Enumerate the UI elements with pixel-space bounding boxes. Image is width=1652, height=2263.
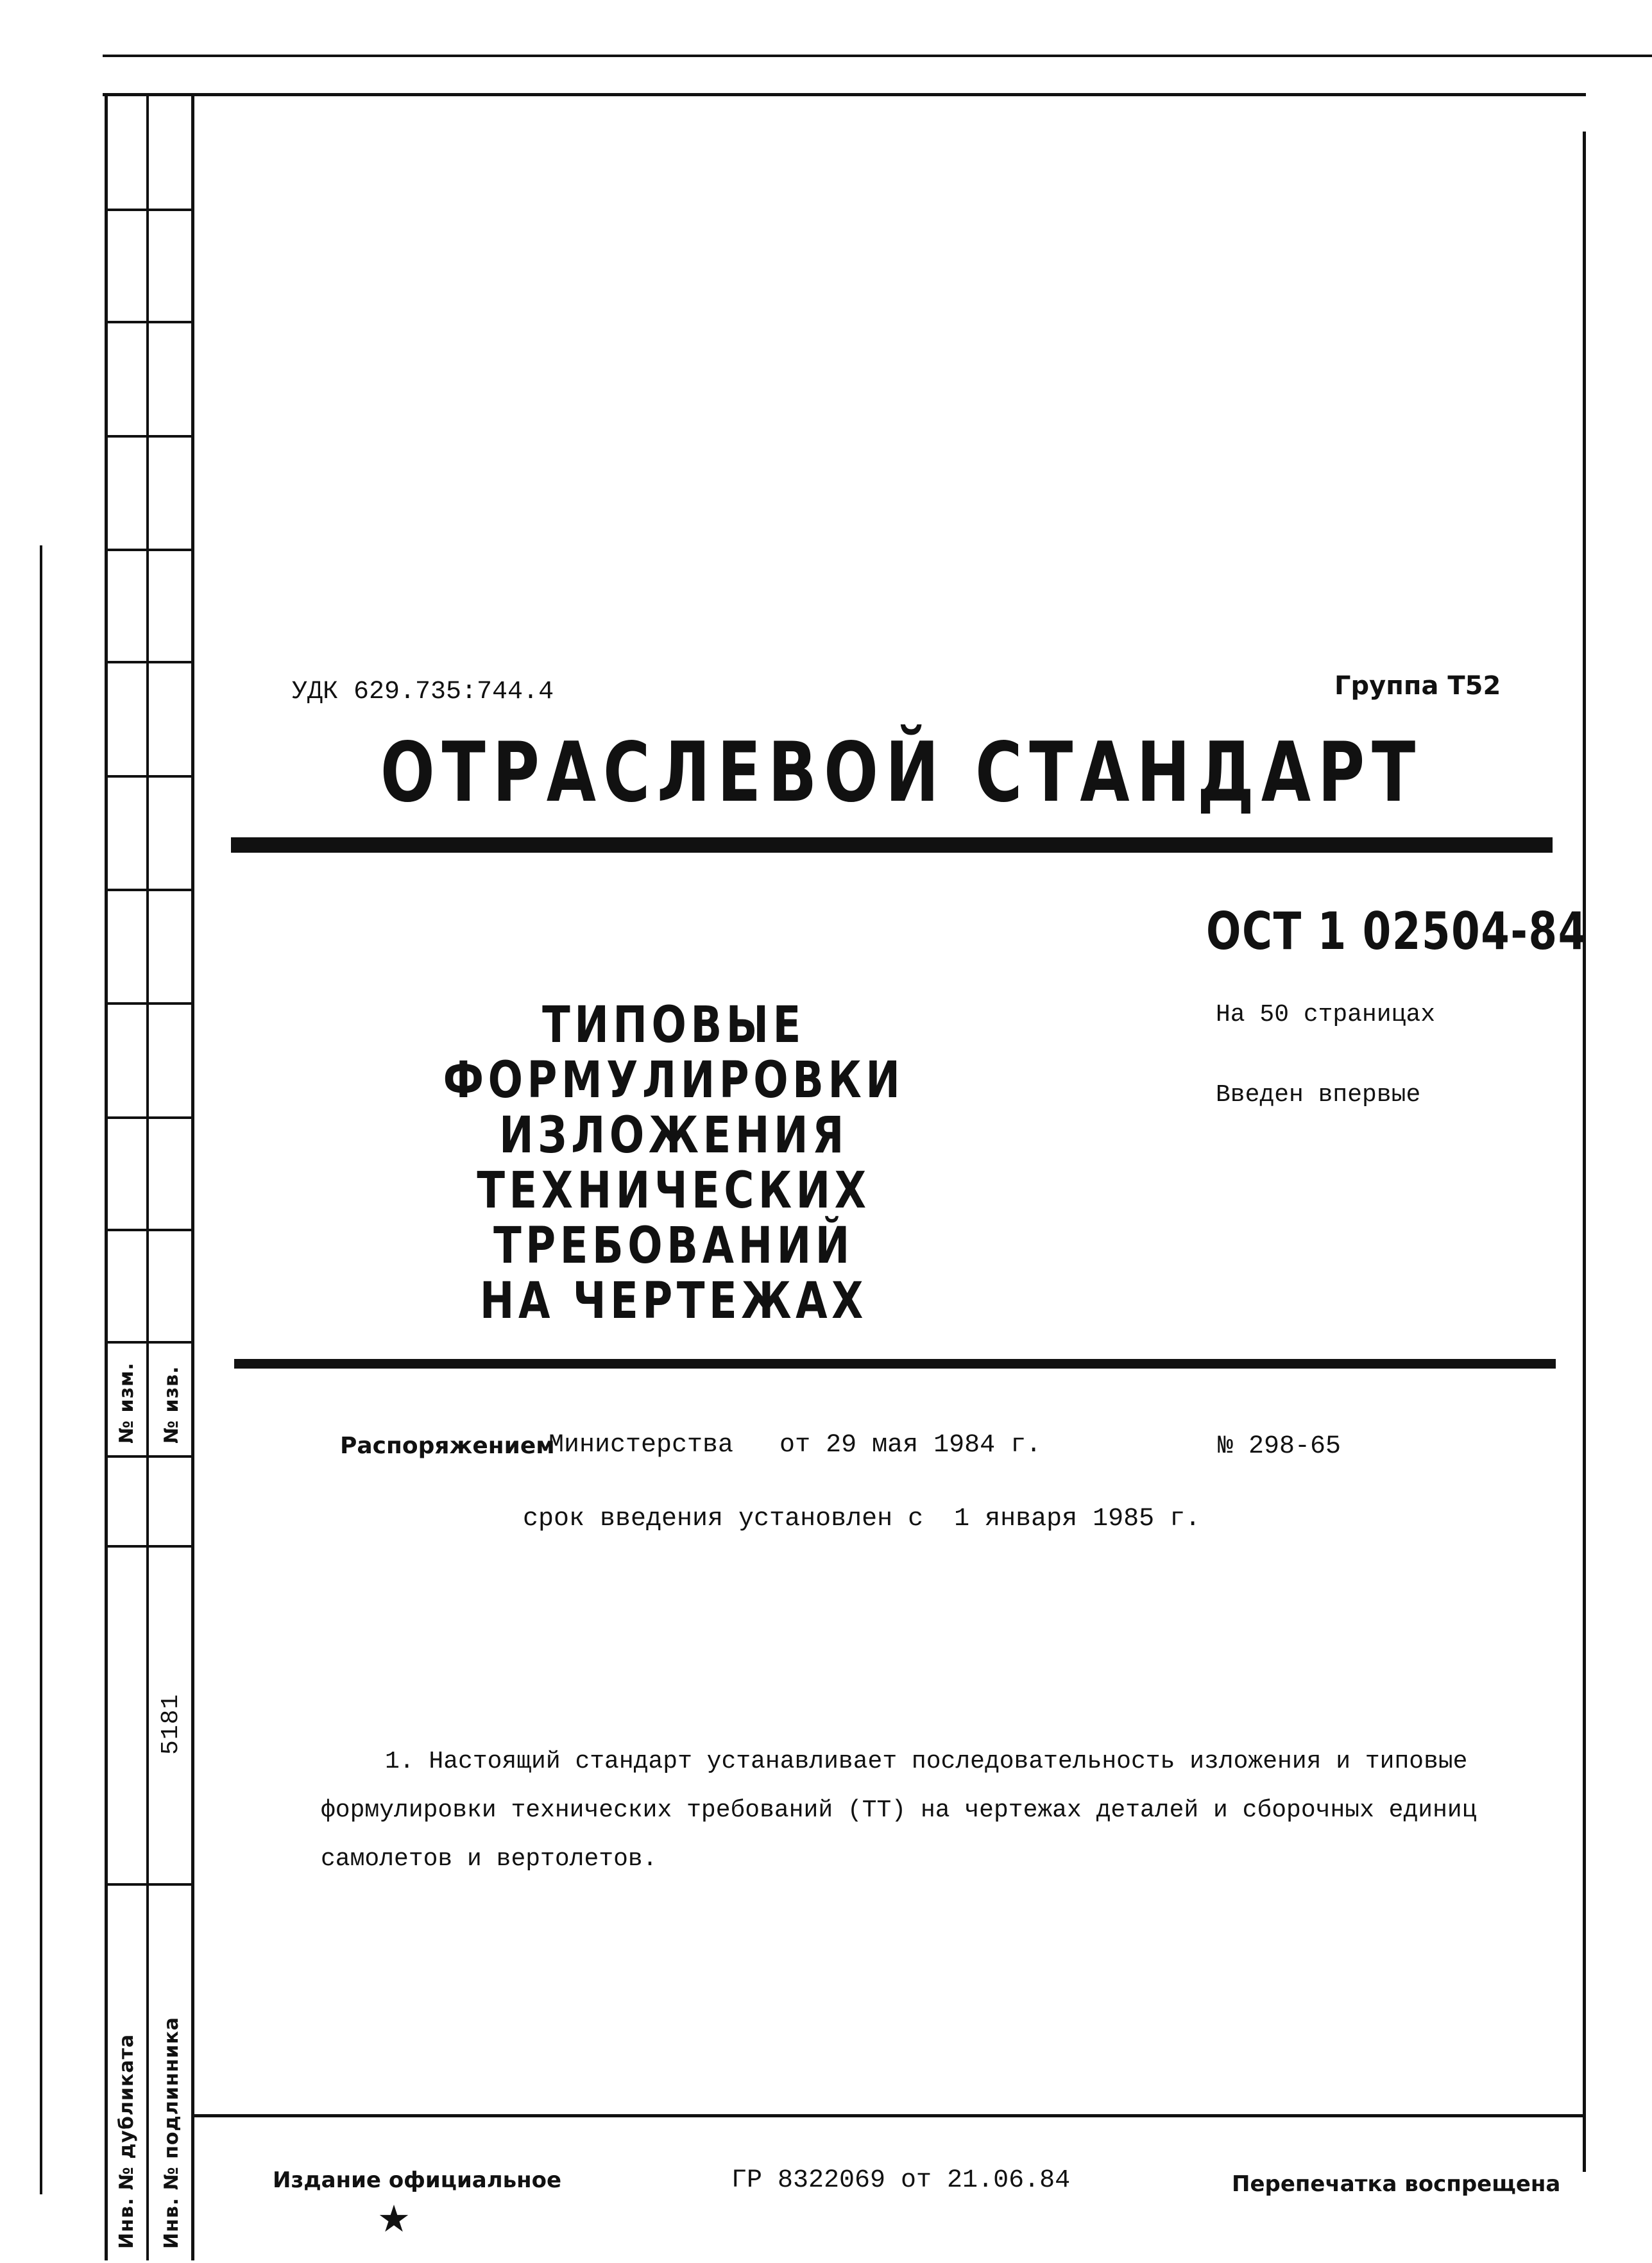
frame-top-border — [103, 93, 1586, 96]
page-title: ОТРАСЛЕВОЙ СТАНДАРТ — [380, 725, 1423, 821]
stamp-row-line — [106, 889, 193, 891]
reprint-prohibited-label: Перепечатка воспрещена — [1232, 2171, 1561, 2197]
change-number-label: № изм. — [115, 1362, 138, 1444]
top-rule — [103, 55, 1652, 57]
standard-number: ОСТ 1 02504-84 — [1206, 901, 1588, 961]
registration-number: ГР 8322069 от 21.06.84 — [731, 2166, 1071, 2195]
notice-number-label: № изв. — [160, 1365, 183, 1444]
frame-right-border — [1583, 132, 1586, 2172]
intro-note: Введен впервые — [1216, 1081, 1421, 1109]
effective-date: срок введения установлен с 1 января 1985 г. — [523, 1505, 1201, 1533]
official-edition-label: Издание официальное — [273, 2167, 562, 2193]
stamp-row-line — [106, 1545, 193, 1548]
document-title-line-1: ТИПОВЫЕ ФОРМУЛИРОВКИ ИЗЛОЖЕНИЯ — [443, 996, 905, 1165]
stamp-row-line — [106, 435, 193, 438]
udk-code: УДК 629.735:744.4 — [292, 678, 554, 706]
section-rule — [234, 1359, 1556, 1369]
stamp-row-line — [106, 661, 193, 663]
stamp-row-line — [106, 209, 193, 211]
footer-rule — [192, 2114, 1586, 2117]
stamp-column-divider-2 — [191, 95, 194, 2260]
stamp-row-line — [106, 1116, 193, 1119]
order-number: № 298-65 — [1218, 1432, 1341, 1461]
stamp-row-line — [106, 1455, 193, 1458]
frame-left-border — [105, 95, 108, 2260]
pages-note: На 50 страницах — [1216, 1001, 1436, 1029]
stamp-row-line — [106, 549, 193, 551]
stamp-row-line — [106, 1883, 193, 1886]
group-code: Группа Т52 — [1334, 671, 1501, 701]
paragraph-text: 1. Настоящий стандарт устанавливает последовательность изложения и типовые формулировки технических требований (ТТ) на чертежах деталей и сборочных единиц самолетов и вертолетов. — [321, 1748, 1477, 1873]
margin-mark-left — [40, 545, 42, 2194]
document-title-line-3: НА ЧЕРТЕЖАХ — [479, 1272, 868, 1330]
inventory-number: 5181 — [157, 1693, 185, 1755]
stamp-column-divider-1 — [146, 95, 149, 2260]
document-title — [321, 998, 1026, 1329]
duplicate-inventory-label: Инв. № дубликата — [115, 2033, 138, 2249]
order-text: Министерства от 29 мая 1984 г. — [549, 1431, 1042, 1460]
stamp-row-line — [106, 321, 193, 323]
order-label: Распоряжением — [340, 1433, 555, 1459]
stamp-row-line — [106, 775, 193, 778]
document-title-line-2: ТЕХНИЧЕСКИХ ТРЕБОВАНИЙ — [477, 1162, 871, 1275]
stamp-row-line — [106, 1229, 193, 1231]
title-thick-rule — [231, 837, 1553, 853]
stamp-row-line — [106, 1341, 193, 1344]
body-paragraph — [321, 1738, 1520, 1884]
stamp-row-line — [106, 1002, 193, 1005]
star-icon: ★ — [377, 2198, 411, 2240]
original-inventory-label: Инв. № подлинника — [160, 2017, 183, 2249]
